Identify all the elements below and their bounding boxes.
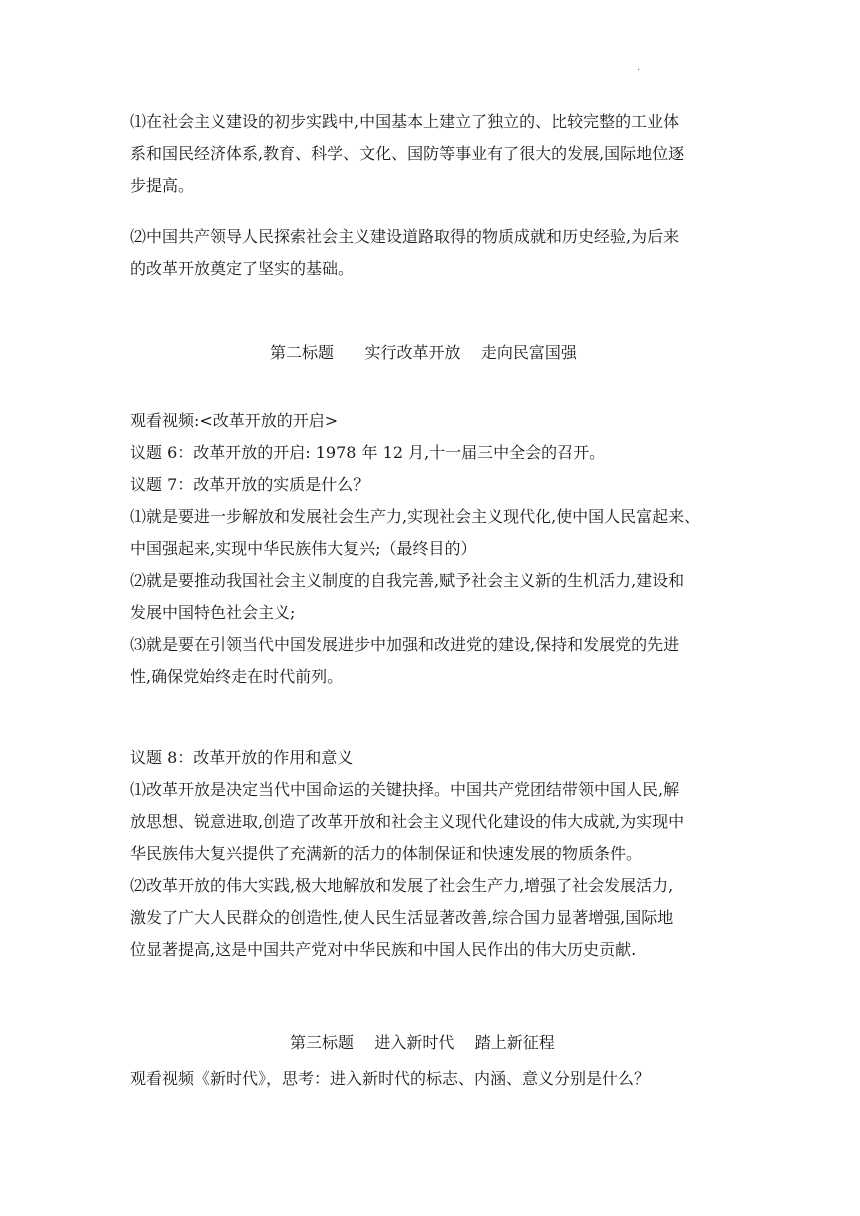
section-reform-significance (130, 742, 740, 966)
video-prompt: 观看视频:<改革开放的开启> (130, 411, 339, 430)
text-line: 放思想、锐意进取,创造了改革开放和社会主义现代化建设的伟大成就,为实现中 (130, 812, 685, 831)
text-line: 位显著提高,这是中国共产党对中华民族和中国人民作出的伟大历史贡献. (130, 940, 637, 959)
text-line: 步提高。 (130, 176, 195, 195)
text-line: 发展中国特色社会主义; (130, 603, 296, 622)
section-heading-reform-opening: 第二标题 实行改革开放 走向民富国强 (270, 343, 577, 362)
section-reform-opening-start (130, 405, 740, 693)
topic-6: 议题 6：改革开放的开启: 1978 年 12 月,十一届三中全会的召开。 (130, 443, 606, 462)
topic-8: 议题 8：改革开放的作用和意义 (130, 748, 354, 767)
text-line: ⑶就是要在引领当代中国发展进步中加强和改进党的建设,保持和发展党的先进 (130, 635, 680, 654)
page-mark: · (637, 65, 641, 76)
topic-7: 议题 7：改革开放的实质是什么？ (130, 475, 370, 494)
text-line: ⑴就是要进一步解放和发展社会生产力,实现社会主义现代化,使中国人民富起来、 (130, 507, 701, 526)
paragraph-historical-experience (130, 221, 740, 285)
text-line: 性,确保党始终走在时代前列。 (130, 667, 344, 686)
text-line: ⑵就是要推动我国社会主义制度的自我完善,赋予社会主义新的生机活力,建设和 (130, 571, 685, 590)
section-heading-new-era: 第三标题 进入新时代 踏上新征程 (290, 1033, 555, 1052)
text-line: 中国强起来,实现中华民族伟大复兴;（最终目的） (130, 539, 477, 558)
text-line: ⑴在社会主义建设的初步实践中,中国基本上建立了独立的、比较完整的工业体 (130, 112, 680, 131)
paragraph-industrial-system (130, 106, 740, 202)
section-new-era (130, 1063, 740, 1095)
text-line: ⑵改革开放的伟大实践,极大地解放和发展了社会生产力,增强了社会发展活力, (130, 876, 674, 895)
text-line: ⑵中国共产领导人民探索社会主义建设道路取得的物质成就和历史经验,为后来 (130, 227, 680, 246)
text-line: ⑴改革开放是决定当代中国命运的关键抉择。中国共产党团结带领中国人民,解 (130, 780, 680, 799)
text-line: 的改革开放奠定了坚实的基础。 (130, 259, 355, 278)
text-line: 华民族伟大复兴提供了充满新的活力的体制保证和快速发展的物质条件。 (130, 844, 643, 863)
video-prompt: 观看视频《新时代》，思考：进入新时代的标志、内涵、意义分别是什么？ (130, 1069, 651, 1088)
text-line: 激发了广大人民群众的创造性,使人民生活显著改善,综合国力显著增强,国际地 (130, 908, 674, 927)
text-line: 系和国民经济体系,教育、科学、文化、国防等事业有了很大的发展,国际地位逐 (130, 144, 685, 163)
